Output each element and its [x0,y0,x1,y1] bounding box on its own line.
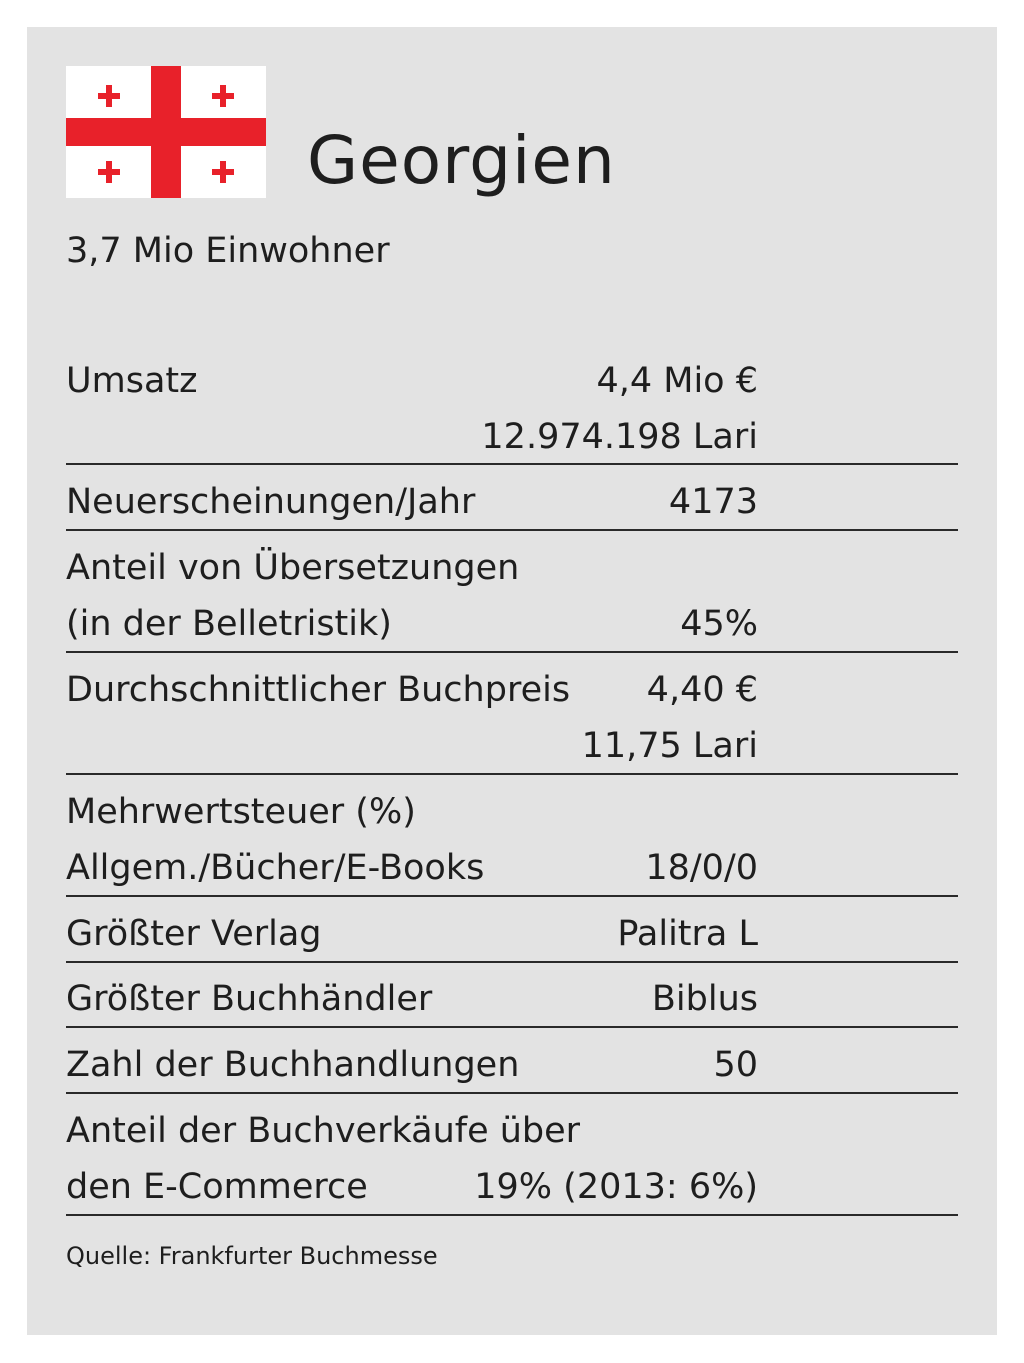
row-label-largest-publisher: Größter Verlag [66,914,322,954]
row-divider [66,773,958,775]
row-label-ecommerce: Anteil der Buchverkäufe über [66,1111,581,1151]
country-title: Georgien [307,122,616,199]
row-label-new-titles: Neuerscheinungen/Jahr [66,482,476,522]
row-label-vat-sub: Allgem./Bücher/E-Books [66,848,485,888]
row-value-avg-price-lari: 11,75 Lari [581,726,758,766]
row-value-bookstore-count: 50 [713,1045,758,1085]
row-value-vat: 18/0/0 [645,848,758,888]
row-divider [66,1092,958,1094]
row-label-translations-sub: (in der Belletristik) [66,604,392,644]
row-divider [66,463,958,465]
row-divider [66,529,958,531]
row-label-translations: Anteil von Übersetzungen [66,548,520,588]
row-value-translations: 45% [680,604,758,644]
row-divider [66,1214,958,1216]
row-divider [66,961,958,963]
row-value-revenue-eur: 4,4 Mio € [596,361,758,401]
row-value-new-titles: 4173 [668,482,758,522]
row-value-ecommerce: 19% (2013: 6%) [474,1167,758,1207]
row-label-bookstore-count: Zahl der Buchhandlungen [66,1045,520,1085]
population: 3,7 Mio Einwohner [66,231,390,271]
georgia-flag-icon [66,66,266,198]
row-label-ecommerce-sub: den E-Commerce [66,1167,368,1207]
row-label-vat: Mehrwertsteuer (%) [66,792,416,832]
row-divider [66,895,958,897]
row-label-largest-bookseller: Größter Buchhändler [66,979,433,1019]
row-divider [66,1026,958,1028]
row-value-revenue-lari: 12.974.198 Lari [481,417,758,457]
row-label-avg-price: Durchschnittlicher Buchpreis [66,670,571,710]
row-divider [66,651,958,653]
row-value-largest-bookseller: Biblus [651,979,758,1019]
row-value-largest-publisher: Palitra L [617,914,758,954]
row-value-avg-price-eur: 4,40 € [646,670,758,710]
row-label-revenue: Umsatz [66,361,198,401]
source-note: Quelle: Frankfurter Buchmesse [66,1242,438,1270]
